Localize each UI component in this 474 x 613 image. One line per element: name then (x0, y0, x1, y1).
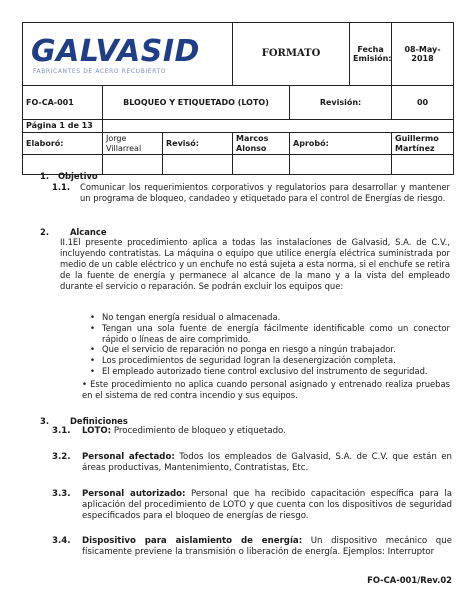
alcance-paragraph: II.1El presente procedimiento aplica a todas las instalaciones de Galvasid, S.A. de C.V., incluyendo contratistas. La máquina o equipo que utilice energía eléctrica suministrada por medio de un cable eléctrico y un enchufe no está sujeta a esta norma, si el enchufe se retira de la fuente de energía y permanece al alcance de la mano y a la vista del empleado durante el servicio o reparación. Se podrán excluir los equipos que: (60, 237, 450, 291)
elaboro-label: Elaboró: (23, 133, 103, 155)
empty-cell (103, 120, 454, 133)
list-item: • No tengan energía residual o almacenada. (86, 312, 450, 323)
definition-number: 3.4. (52, 536, 71, 546)
list-item: • Que el servicio de reparación no ponga en riesgo a ningún trabajador. (86, 344, 450, 355)
section-2-title: Alcance (69, 227, 107, 237)
alcance-note (82, 379, 450, 401)
signature-cell (103, 155, 163, 175)
list-item: • Tengan una sola fuente de energía fácilmente identificable como un conector rápido o líneas de aire comprimido. (86, 323, 450, 345)
definition-item (52, 536, 452, 558)
definition-item (52, 452, 452, 474)
signature-cell (163, 155, 233, 175)
definition-term: LOTO: (82, 426, 112, 436)
section-2-number: 2. (40, 227, 50, 237)
revision-value: 00 (392, 86, 454, 120)
definition-term: Personal autorizado: (82, 489, 186, 499)
section-3-number: 3. (40, 416, 50, 426)
definition-term: Personal afectado: (82, 452, 175, 462)
signature-cell (392, 155, 454, 175)
revision-label: Revisión: (290, 86, 392, 120)
aprobo-value: Guillermo Martínez (392, 133, 454, 155)
fecha-emision-label: Fecha Emisión: (350, 23, 392, 86)
reviso-label: Revisó: (163, 133, 233, 155)
galvasid-logo (29, 29, 219, 79)
document-title: BLOQUEO Y ETIQUETADO (LOTO) (103, 86, 290, 120)
definition-number: 3.2. (52, 452, 71, 462)
document-code: FO-CA-001 (23, 86, 103, 120)
svg-text:FABRICANTES DE ACERO RECUBIERT: FABRICANTES DE ACERO RECUBIERTO (33, 68, 167, 75)
objetivo-item-number: 1.1. (52, 182, 71, 192)
section-1-heading (40, 171, 98, 181)
section-1-title: Objetivo (57, 171, 98, 181)
document-header-table (22, 22, 454, 175)
objetivo-item-text: Comunicar los requerimientos corporativos y regulatorios para desarrollar y mantener un programa de bloqueo, candadeo y etiquetado para el control de Energías de riesgo. (80, 182, 450, 203)
section-3-title: Definiciones (69, 416, 128, 426)
format-label: FORMATO (233, 23, 350, 86)
list-item: • El empleado autorizado tiene control exclusivo del instrumento de seguridad. (86, 366, 450, 377)
section-2-heading (40, 227, 107, 237)
definition-text: Personal que ha recibido capacitación específica para la aplicación del procedimiento de LOTO y que cuenta con los dispositivos de seguridad especificados para el bloqueo de energías de riesgo. (82, 489, 453, 521)
reviso-value: Marcos Alonso (233, 133, 290, 155)
definition-number: 3.3. (52, 489, 71, 499)
definition-term: Dispositivo para aislamiento de energía: (82, 536, 303, 546)
section-3-heading (40, 416, 128, 426)
definition-text: Procedimiento de bloqueo y etiquetado. (111, 426, 286, 436)
aprobo-label: Aprobó: (290, 133, 392, 155)
definition-item (52, 489, 452, 522)
page-indicator: Página 1 de 13 (23, 120, 103, 133)
objetivo-item (52, 182, 450, 204)
svg-text:GALVASID: GALVASID (31, 34, 200, 69)
list-item: • Los procedimientos de seguridad logran la desenergización completa. (86, 355, 450, 366)
signature-cell (233, 155, 290, 175)
bullet-glyph: • (82, 379, 91, 389)
signature-cell (290, 155, 392, 175)
logo-cell (23, 23, 233, 86)
alcance-exclusions-list (86, 312, 450, 377)
definition-text: Un dispositivo mecánico que físicamente previene la transmisión o liberación de energía. Ejemplos: Interruptor (82, 536, 452, 557)
alcance-note-text: Este procedimiento no aplica cuando personal asignado y entrenado realiza pruebas en el sistema de red contra incendio y sus equipos. (82, 379, 450, 400)
definition-text: Todos los empleados de Galvasid, S.A. de C.V. que están en áreas productivas, Mantenimiento, Contratistas, Etc. (82, 452, 452, 473)
fecha-emision-value: 08-May-2018 (392, 23, 454, 86)
definition-number: 3.1. (52, 426, 71, 436)
footer-document-code: FO-CA-001/Rev.02 (367, 575, 452, 585)
elaboro-value: Jorge Villarreal (103, 133, 163, 155)
section-1-number: 1. (40, 171, 50, 181)
definition-item (52, 426, 452, 437)
